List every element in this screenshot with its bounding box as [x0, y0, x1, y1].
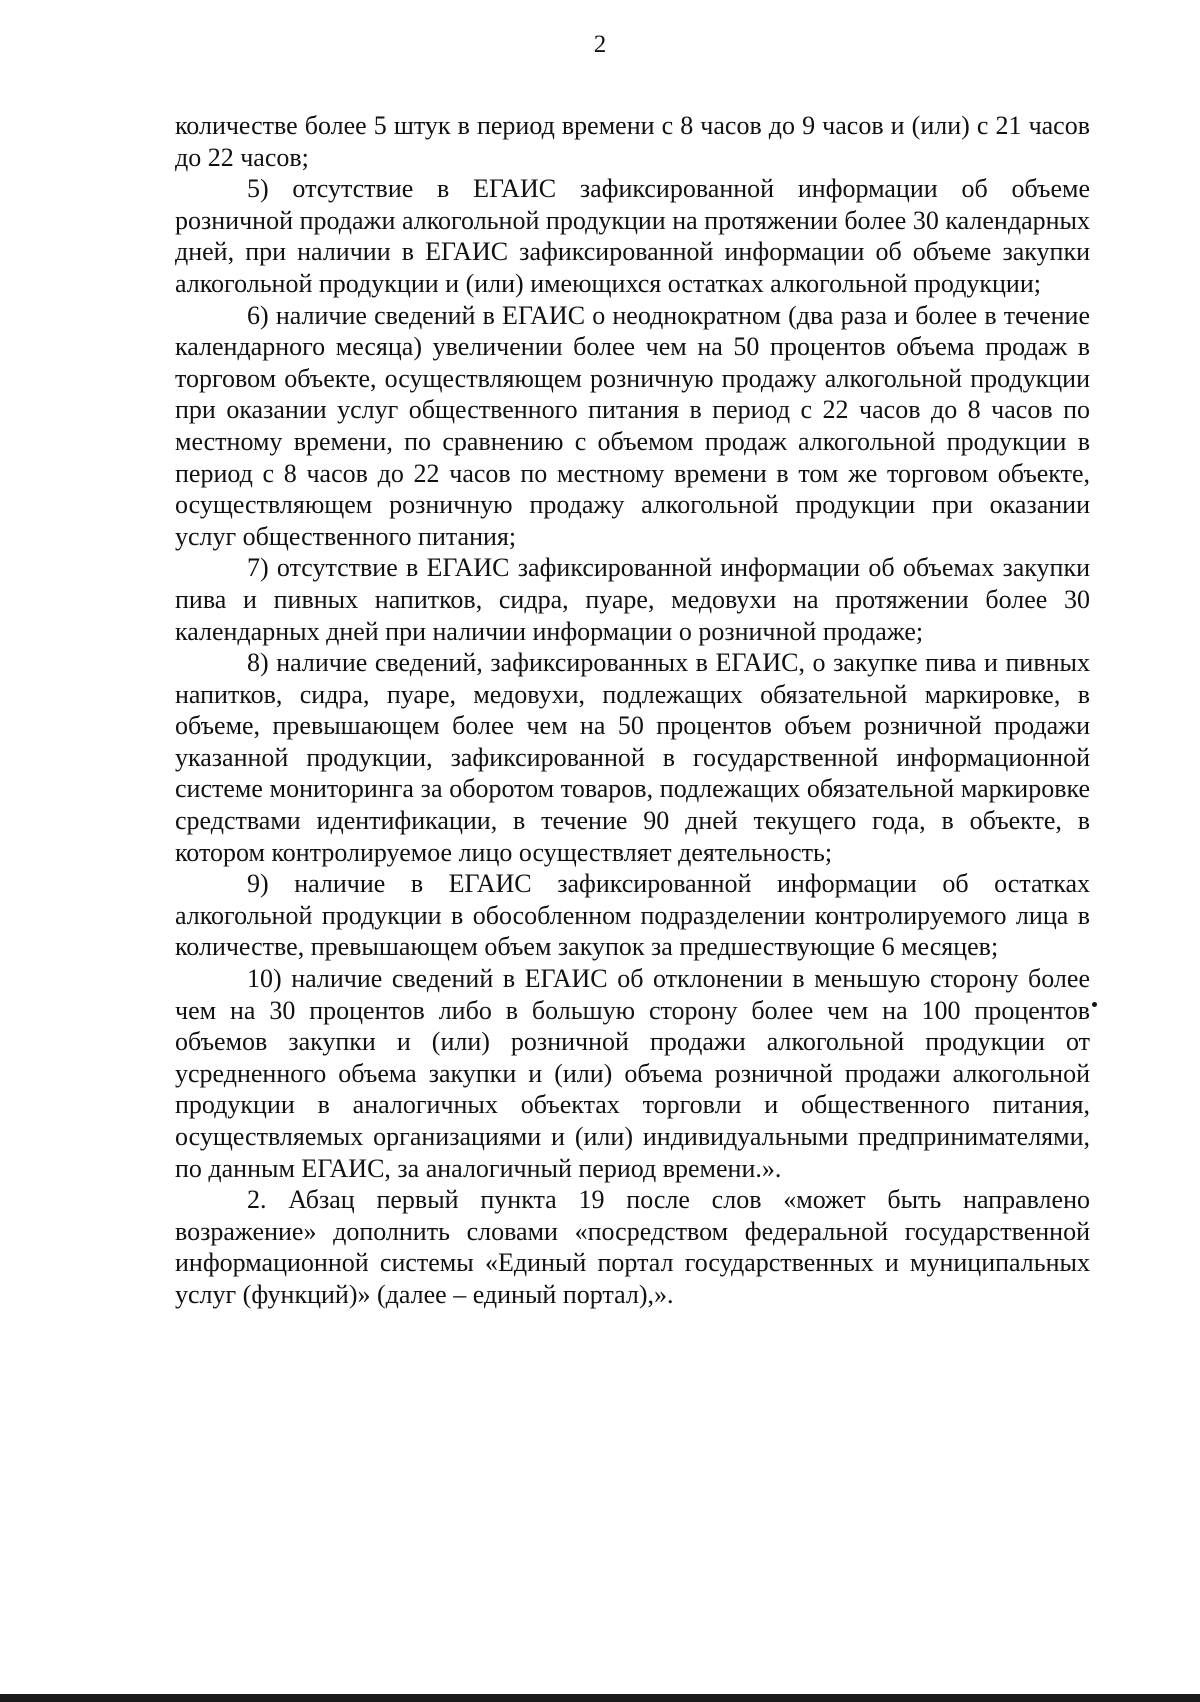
paragraph-item-6: 6) наличие сведений в ЕГАИС о неоднократном (два раза и более в течение календарного месяца) увеличении более чем на 50 процентов объема продаж в торговом объекте, осуществляющем розничную продажу алкогольной продукции при оказании услуг общественного питания в период с 22 часов до 8 часов по местному времени, по сравнению с объемом продаж алкогольной продукции в период с 8 часов до 22 часов по местному времени в том же торговом объекте, осуществляющем розничную продажу алкогольной продукции при оказании услуг общественного питания; — [175, 300, 1090, 551]
paragraph-item-5: 5) отсутствие в ЕГАИС зафиксированной информации об объеме розничной продажи алкогольной продукции на протяжении более 30 календарных дней, при наличии в ЕГАИС зафиксированной информации об объеме закупки алкогольной продукции и (или) имеющихся остатках алкогольной продукции; — [175, 174, 1090, 298]
paragraph-item-7: 7) отсутствие в ЕГАИС зафиксированной информации об объемах закупки пива и пивных напитков, сидра, пуаре, медовухи на протяжении более 30 календарных дней при наличии информации о розничной продаже; — [175, 553, 1090, 646]
paragraph-item-10: 10) наличие сведений в ЕГАИС об отклонении в меньшую сторону более чем на 30 процентов либо в большую сторону более чем на 100 процентов объемов закупки и (или) розничной продажи алкогольной продукции от усредненного объема закупки и (или) объема розничной продажи алкогольной продукции в аналогичных объектах торговли и общественного питания, осуществляемых организациями и (или) индивидуальными предпринимателями, по данным ЕГАИС, за аналогичный период времени.». — [175, 964, 1090, 1183]
scan-speck — [1092, 1002, 1097, 1007]
paragraph-continuation: количестве более 5 штук в период времени с 8 часов до 9 часов и (или) с 21 часов до 22 часов; — [175, 111, 1090, 172]
paragraph-point-2: 2. Абзац первый пункта 19 после слов «может быть направлено возражение» дополнить словами «посредством федеральной государственной информационной системы «Единый портал государственных и муниципальных услуг (функций)» (далее – единый портал),». — [175, 1185, 1090, 1309]
paragraph-item-8: 8) наличие сведений, зафиксированных в ЕГАИС, о закупке пива и пивных напитков, сидра, пуаре, медовухи, подлежащих обязательной маркировке, в объеме, превышающем более чем на 50 процентов объем розничной продажи указанной продукции, зафиксированной в государственной информационной системе мониторинга за оборотом товаров, подлежащих обязательной маркировке средствами идентификации, в течение 90 дней текущего года, в объекте, в котором контролируемое лицо осуществляет деятельность; — [175, 648, 1090, 867]
page-number: 2 — [593, 31, 607, 58]
paragraph-item-9: 9) наличие в ЕГАИС зафиксированной информации об остатках алкогольной продукции в обособленном подразделении контролируемого лица в количестве, превышающем объем закупок за предшествующие 6 месяцев; — [175, 869, 1090, 962]
scan-bottom-edge — [0, 1694, 1200, 1702]
document-body — [175, 110, 1090, 1311]
